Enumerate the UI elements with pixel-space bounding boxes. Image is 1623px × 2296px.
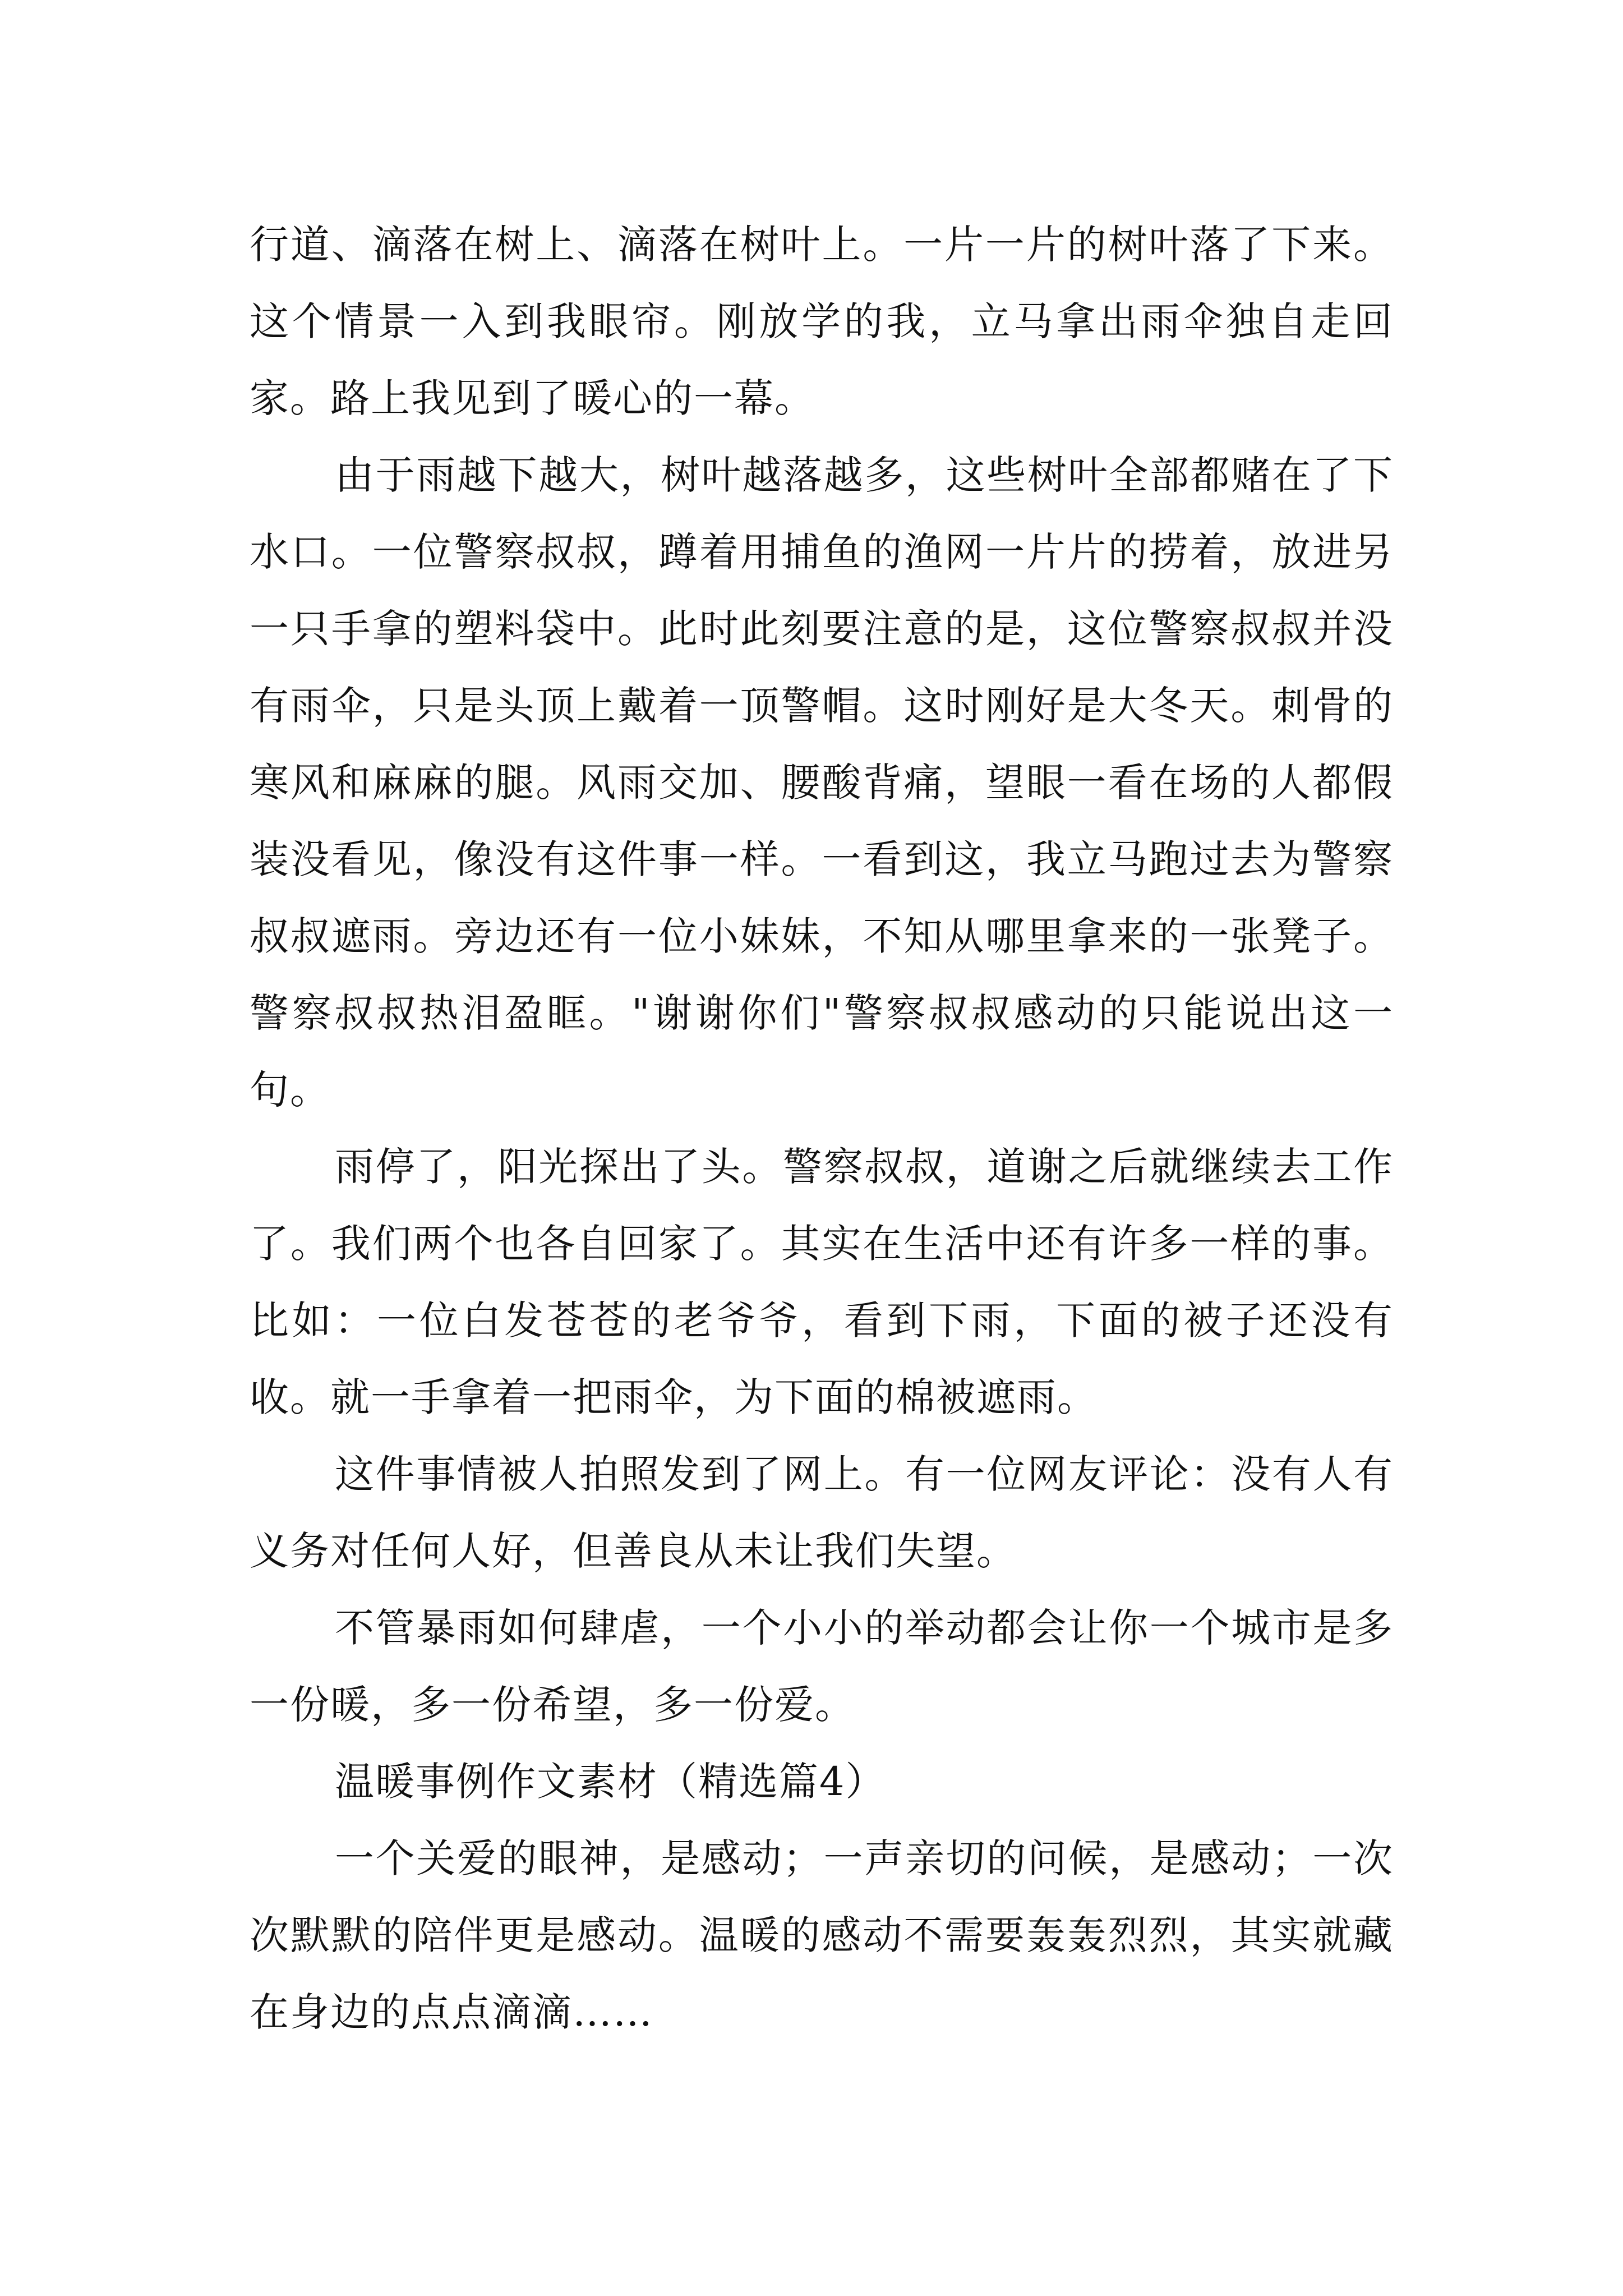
paragraph-continuation: 行道、滴落在树上、滴落在树叶上。一片一片的树叶落了下来。这个情景一入到我眼帘。刚放学的我，立马拿出雨伞独自走回家。路上我见到了暖心的一幕。 <box>250 222 1394 421</box>
section-heading: 温暖事例作文素材（精选篇4） <box>335 1759 886 1805</box>
paragraph-police-story: 由于雨越下越大，树叶越落越多，这些树叶全部都赌在了下水口。一位警察叔叔，蹲着用捕鱼的渔网一片片的捞着，放进另一只手拿的塑料袋中。此时此刻要注意的是，这位警察叔叔并没有雨伞，只是头顶上戴着一顶警帽。这时刚好是大冬天。刺骨的寒风和麻麻的腿。风雨交加、腰酸背痛，望眼一看在场的人都假装没看见，像没有这件事一样。一看到这，我立马跑过去为警察叔叔遮雨。旁边还有一位小妹妹，不知从哪里拿来的一张凳子。警察叔叔热泪盈眶。"谢谢你们"警察叔叔感动的只能说出这一句。 <box>250 452 1394 1113</box>
paragraph-conclusion: 不管暴雨如何肆虐，一个小小的举动都会让你一个城市是多一份暖，多一份希望，多一份爱。 <box>250 1605 1394 1728</box>
document-body <box>250 206 1394 2051</box>
paragraph-after-rain: 雨停了，阳光探出了头。警察叔叔，道谢之后就继续去工作了。我们两个也各自回家了。其实在生活中还有许多一样的事。比如：一位白发苍苍的老爷爷，看到下雨，下面的被子还没有收。就一手拿着一把雨伞，为下面的棉被遮雨。 <box>250 1144 1394 1420</box>
paragraph-online-comment: 这件事情被人拍照发到了网上。有一位网友评论：没有人有义务对任何人好，但善良从未让我们失望。 <box>250 1451 1394 1574</box>
paragraph-section-intro: 一个关爱的眼神，是感动；一声亲切的问候，是感动；一次次默默的陪伴更是感动。温暖的感动不需要轰轰烈烈，其实就藏在身边的点点滴滴…… <box>250 1835 1394 2035</box>
